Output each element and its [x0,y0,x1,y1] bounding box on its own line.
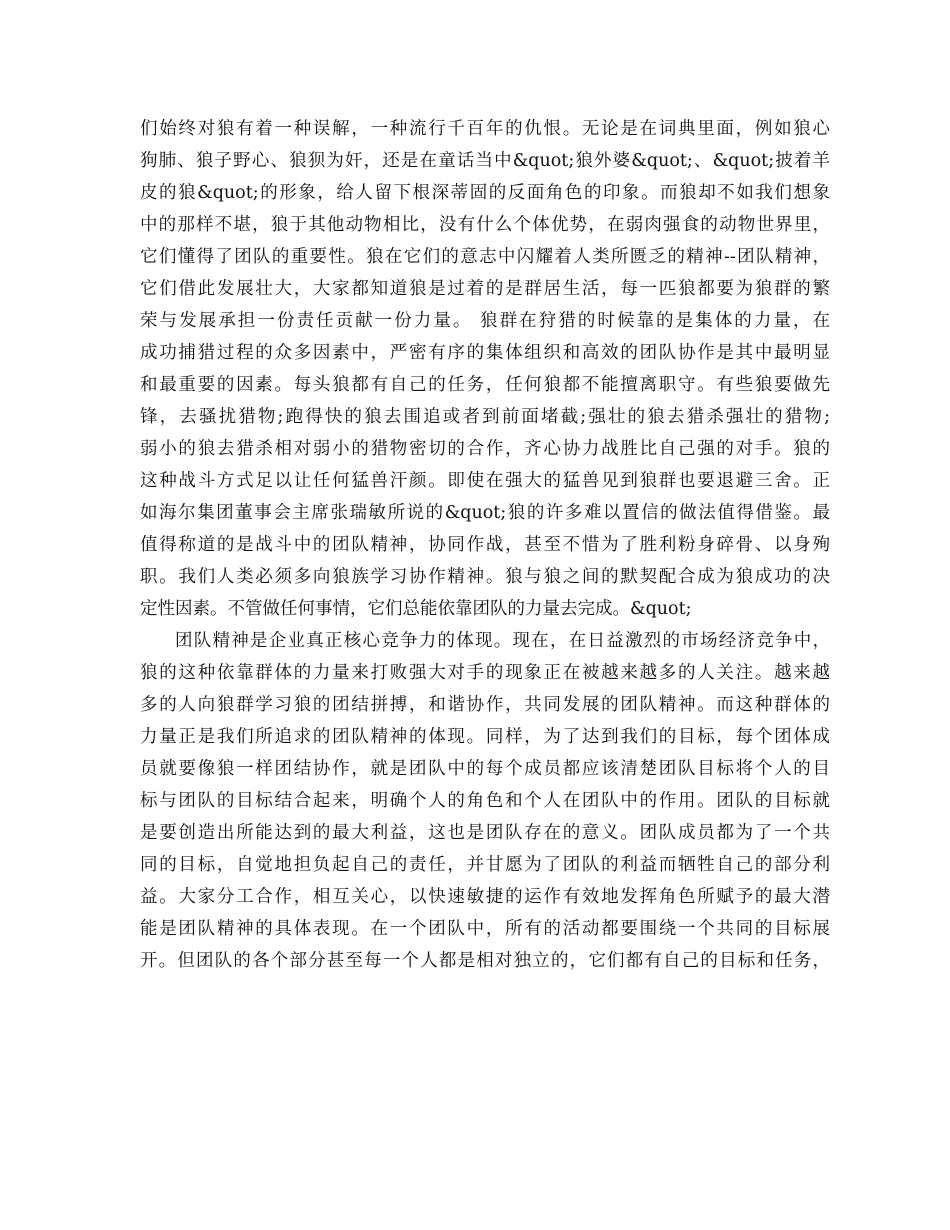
text-line: 它们借此发展壮大，大家都知道狼是过着的是群居生活，每一匹狼都要为狼群的繁 [140,279,830,299]
text-line: 是要创造出所能达到的最大利益，这也是团队存在的意义。团队成员都为了一个共 [140,823,830,843]
body-text [140,113,830,977]
text-line: 值得称道的是战斗中的团队精神，协同作战，甚至不惜为了胜利粉身碎骨、以身殉 [140,535,830,555]
text-line: 定性因素。不管做任何事情，它们总能依靠团队的力量去完成。&quot; [140,599,692,619]
text-line: 标与团队的目标结合起来，明确个人的角色和个人在团队中的作用。团队的目标就 [140,791,830,811]
text-line: 如海尔集团董事会主席张瑞敏所说的&quot;狼的许多难以置信的做法值得借鉴。最 [140,503,830,523]
text-line: 团队精神是企业真正核心竞争力的体现。现在，在日益激烈的市场经济竞争中， [175,631,830,651]
text-line: 中的那样不堪，狼于其他动物相比，没有什么个体优势，在弱肉强食的动物世界里， [140,215,830,235]
text-line: 弱小的狼去猎杀相对弱小的猎物密切的合作，齐心协力战胜比自己强的对手。狼的 [140,439,830,459]
text-line: 锋，去骚扰猎物;跑得快的狼去围追或者到前面堵截;强壮的狼去猎杀强壮的猎物; [140,407,830,427]
text-line: 皮的狼&quot;的形象，给人留下根深蒂固的反面角色的印象。而狼却不如我们想象 [140,183,830,203]
text-line: 狼的这种依靠群体的力量来打败强大对手的现象正在被越来越多的人关注。越来越 [140,663,830,683]
text-line: 力量正是我们所追求的团队精神的体现。同样，为了达到我们的目标，每个团体成 [140,727,830,747]
text-line: 这种战斗方式足以让任何猛兽汗颜。即使在强大的猛兽见到狼群也要退避三舍。正 [140,471,830,491]
text-line: 员就要像狼一样团结协作，就是团队中的每个成员都应该清楚团队目标将个人的目 [140,759,830,779]
text-line: 多的人向狼群学习狼的团结拼搏，和谐协作，共同发展的团队精神。而这种群体的 [140,695,830,715]
text-line: 益。大家分工合作，相互关心，以快速敏捷的运作有效地发挥角色所赋予的最大潜 [140,887,830,907]
text-line: 们始终对狼有着一种误解，一种流行千百年的仇恨。无论是在词典里面，例如狼心 [140,119,830,139]
text-line: 同的目标，自觉地担负起自己的责任，并甘愿为了团队的利益而牺牲自己的部分利 [140,855,830,875]
text-line: 开。但团队的各个部分甚至每一个人都是相对独立的，它们都有自己的目标和任务， [140,951,830,971]
text-line: 职。我们人类必须多向狼族学习协作精神。狼与狼之间的默契配合成为狼成功的决 [140,567,830,587]
text-line: 狗肺、狼子野心、狼狈为奸，还是在童话当中&quot;狼外婆&quot;、&quot;披着羊 [140,151,830,171]
text-line: 荣与发展承担一份责任贡献一份力量。 狼群在狩猎的时候靠的是集体的力量，在 [140,311,830,331]
text-line: 它们懂得了团队的重要性。狼在它们的意志中闪耀着人类所匮乏的精神--团队精神， [140,247,830,267]
text-line: 和最重要的因素。每头狼都有自己的任务，任何狼都不能擅离职守。有些狼要做先 [140,375,830,395]
paragraph [140,113,830,625]
paragraph [140,625,830,977]
text-line: 成功捕猎过程的众多因素中，严密有序的集体组织和高效的团队协作是其中最明显 [140,343,830,363]
text-line: 能是团队精神的具体表现。在一个团队中，所有的活动都要围绕一个共同的目标展 [140,919,830,939]
